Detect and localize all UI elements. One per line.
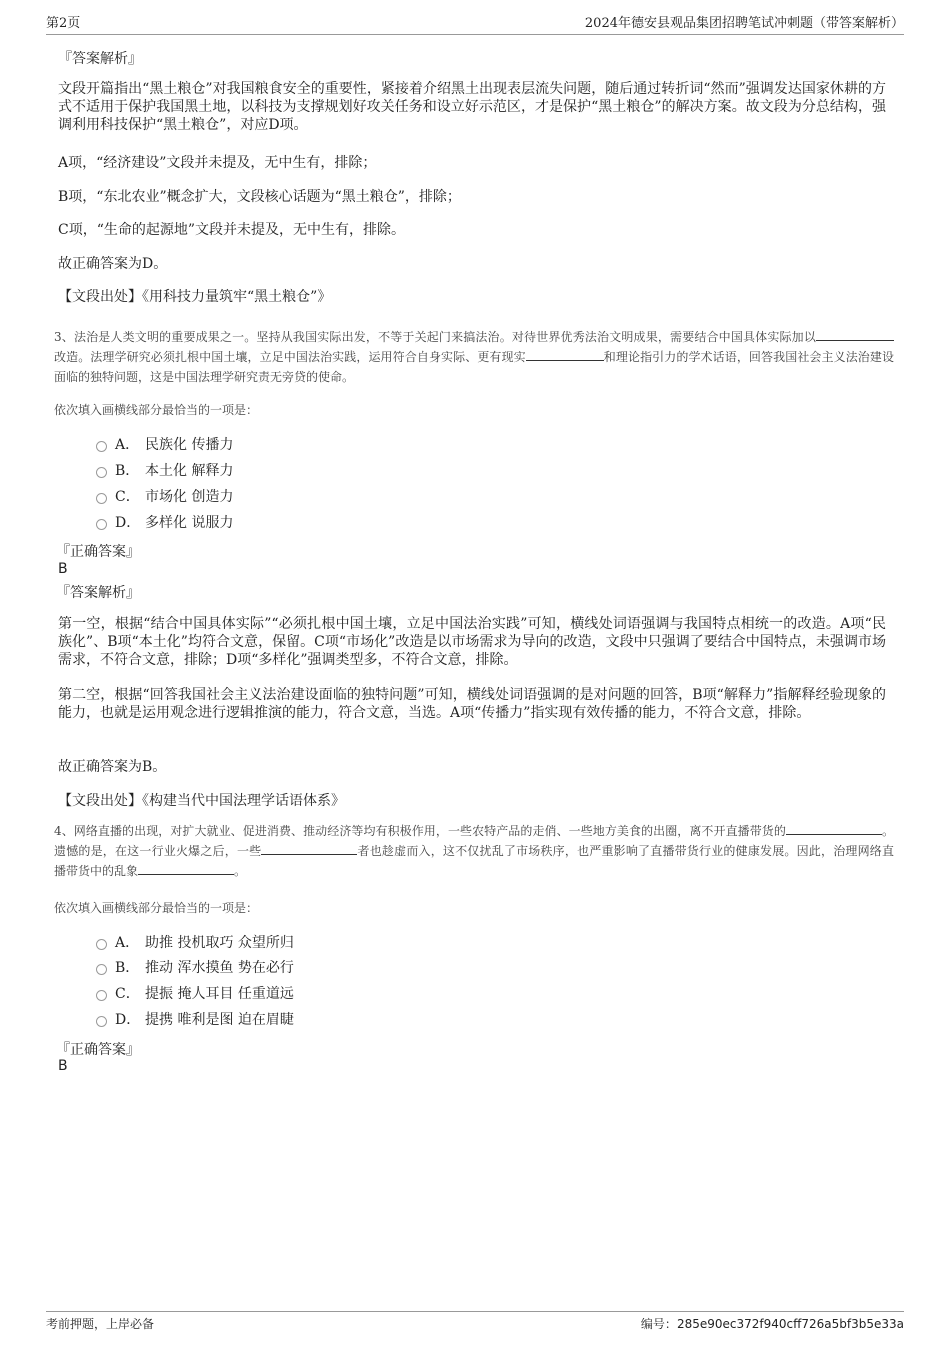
option-c[interactable]: C． 市场化 创造力 xyxy=(96,487,233,507)
option-c-analysis: C项，“生命的起源地”文段并未提及，无中生有，排除。 xyxy=(58,222,406,238)
correct-answer-label: 『正确答案』 xyxy=(56,544,140,560)
conclusion: 故正确答案为B。 xyxy=(58,759,167,775)
analysis-paragraph: 文段开篇指出“黑土粮仓”对我国粮食安全的重要性，紧接着介绍黑土出现表层流失问题，随后通过转折词“然而”强调发达国家休耕的方式不适用于保护我国黑土地，以科技为支撑规划好攻关任务和设立好示范区，才是保护“黑土粮仓”的解决方案。故文段为分总结构，强调利用科技保护“黑土粮仓”，对应D项。 xyxy=(58,81,886,133)
page-footer xyxy=(46,1311,904,1334)
blank-line xyxy=(526,348,604,361)
radio-button[interactable] xyxy=(96,964,107,975)
option-b[interactable]: B． 本土化 解释力 xyxy=(96,461,233,481)
correct-answer-label: 『正确答案』 xyxy=(56,1042,140,1058)
radio-button[interactable] xyxy=(96,939,107,950)
radio-button[interactable] xyxy=(96,519,107,530)
blank-line xyxy=(786,822,882,835)
option-a-analysis: A项，“经济建设”文段并未提及，无中生有，排除； xyxy=(58,155,377,171)
correct-answer: B xyxy=(58,1058,68,1074)
analysis-label: 『答案解析』 xyxy=(58,51,142,67)
blank-line xyxy=(138,862,234,875)
document-id: 编号：285e90ec372f940cff726a5bf3b5e33a xyxy=(640,1317,904,1331)
question-stem: 3、法治是人类文明的重要成果之一。坚持从我国实际出发，不等于关起门来搞法治。对待世界优秀法治文明成果，需要结合中国具体实际加以改造。法理学研究必须扎根中国土壤，立足中国法治实践，运用符合自身实际、更有现实 和理论指引力的学术话语，回答我国社会主义法治建设面临的独特问题，这是中国法理学研究责无旁贷的使命。 xyxy=(54,330,894,384)
conclusion: 故正确答案为D。 xyxy=(58,256,168,272)
radio-button[interactable] xyxy=(96,493,107,504)
option-d[interactable]: D． 提携 唯利是图 迫在眉睫 xyxy=(96,1010,294,1030)
page-number: 第2页 xyxy=(46,16,81,31)
source-citation: 【文段出处】《用科技力量筑牢“黑土粮仓”》 xyxy=(58,289,332,305)
question-instruction: 依次填入画横线部分最恰当的一项是： xyxy=(54,901,259,915)
option-a[interactable]: A． 助推 投机取巧 众望所归 xyxy=(96,933,294,953)
page-header xyxy=(46,14,904,35)
option-b-analysis: B项，“东北农业”概念扩大，文段核心话题为“黑土粮仓”，排除； xyxy=(58,189,461,205)
analysis-paragraph: 第二空，根据“回答我国社会主义法治建设面临的独特问题”可知，横线处词语强调的是对问题的回答，B项“解释力”指解释经验现象的能力，也就是运用观念进行逻辑推演的能力，符合文意，当选。A项“传播力”指实现有效传播的能力，不符合文意，排除。 xyxy=(58,687,886,721)
document-title: 2024年德安县观品集团招聘笔试冲刺题（带答案解析） xyxy=(584,16,904,31)
footer-slogan: 考前押题，上岸必备 xyxy=(46,1317,155,1331)
blank-line xyxy=(261,842,357,855)
correct-answer: B xyxy=(58,561,68,577)
source-citation: 【文段出处】《构建当代中国法理学话语体系》 xyxy=(58,793,345,809)
radio-button[interactable] xyxy=(96,441,107,452)
question-stem: 4、网络直播的出现，对扩大就业、促进消费、推动经济等均有积极作用，一些农特产品的走俏、一些地方美食的出圈，离不开直播带货的 。遗憾的是，在这一行业火爆之后，一些 者也趁虚而入，这不仅扰乱了市场秩序，也严重影响了直播带货行业的健康发展。因此，治理网络直播带货中的乱象 。 xyxy=(54,824,894,878)
option-a[interactable]: A． 民族化 传播力 xyxy=(96,435,233,455)
radio-button[interactable] xyxy=(96,467,107,478)
radio-button[interactable] xyxy=(96,1016,107,1027)
analysis-label: 『答案解析』 xyxy=(56,585,140,601)
option-c[interactable]: C． 提振 掩人耳目 任重道远 xyxy=(96,984,294,1004)
option-b[interactable]: B． 推动 浑水摸鱼 势在必行 xyxy=(96,958,294,978)
radio-button[interactable] xyxy=(96,990,107,1001)
option-d[interactable]: D． 多样化 说服力 xyxy=(96,513,233,533)
analysis-paragraph: 第一空，根据“结合中国具体实际”“必须扎根中国土壤，立足中国法治实践”可知，横线处词语强调与我国特点相统一的改造。A项“民族化”、B项“本土化”均符合文意，保留。C项“市场化”改造是以市场需求为导向的改造，文段中只强调了要结合中国特点，未强调市场需求，不符合文意，排除；D项“多样化”强调类型多，不符合文意，排除。 xyxy=(58,616,886,668)
question-instruction: 依次填入画横线部分最恰当的一项是： xyxy=(54,403,259,417)
blank-line xyxy=(816,328,894,341)
